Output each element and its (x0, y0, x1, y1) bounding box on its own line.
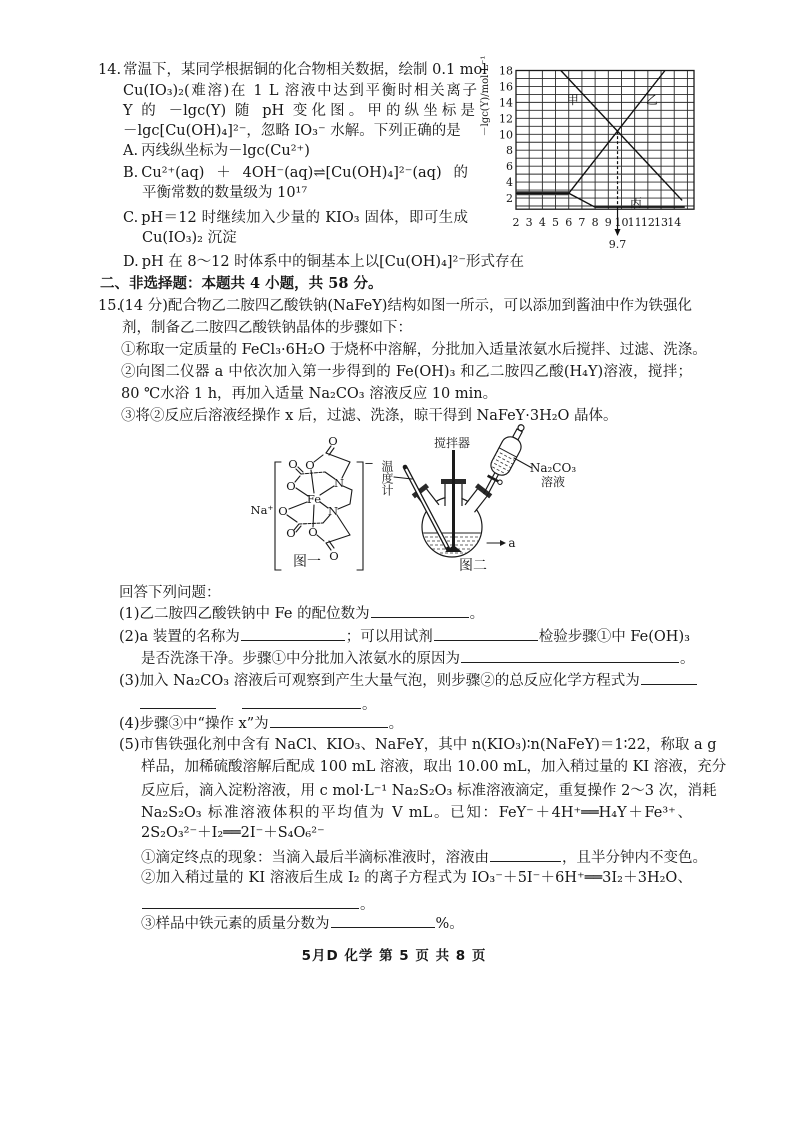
y-tick-label: 12 (499, 112, 513, 126)
bond (295, 476, 300, 482)
oxygen-atom: O (308, 525, 318, 539)
liquid-hatch (494, 454, 515, 465)
question-text: ；可以用试剂 (345, 629, 433, 645)
x-tick-label: 6 (565, 216, 573, 229)
liquid-hatch (495, 450, 516, 461)
option-text: 丙线纵坐标为－lgc(Cu²⁺) (141, 143, 310, 159)
sub-question-2-line-2 (141, 648, 695, 668)
option-label: D. (123, 254, 139, 270)
bond (320, 502, 328, 508)
q15-step: 80 ℃水浴 1 h，再加入适量 Na₂CO₃ 溶液反应 10 min。 (121, 386, 498, 402)
oxygen-atom: O (286, 526, 296, 540)
oxygen-atom: O (329, 549, 339, 563)
oxygen-atom: O (305, 458, 315, 472)
question-text: 检验步骤①中 Fe(OH)₃ (538, 629, 690, 645)
bond (299, 523, 323, 524)
x-tick-label: 10 (614, 216, 629, 229)
question-text: (2)a 装置的名称为 (119, 629, 240, 645)
option-text: Cu²⁺(aq)＋4OH⁻(aq)⇌[Cu(OH)₄]²⁻(aq)的 (141, 165, 468, 181)
x-tick-label: 14 (667, 216, 682, 229)
iron-atom: Fe (306, 492, 322, 506)
answer-blank (142, 894, 359, 909)
bond (289, 502, 307, 509)
sub-question-2-line-1 (119, 626, 690, 646)
complex-charge: − (364, 456, 374, 470)
question-text-end: %。 (435, 916, 464, 932)
sub-question-4 (119, 713, 403, 733)
right-bracket (357, 462, 363, 570)
question-text: ①滴定终点的现象：当滴入最后半滴标准液时，溶液由 (141, 850, 489, 866)
q14-option-c (123, 208, 468, 228)
nitrogen-atom: N (327, 504, 339, 518)
sub-question-3-line-2 (139, 694, 377, 714)
x-tick-label: 8 (591, 216, 599, 229)
answer-blank (434, 626, 538, 641)
x-axis-ticks (513, 216, 682, 229)
option-label: C. (123, 210, 139, 226)
x-tick-label: 9 (604, 216, 612, 229)
flask-right-neck (463, 483, 493, 514)
stirrer-label: 搅拌器 (433, 436, 471, 450)
sub-question-5-part-1 (141, 847, 707, 867)
question-text: (1)乙二胺四乙酸铁钠中 Fe 的配位数为 (119, 606, 370, 622)
y-tick-label: 14 (499, 96, 513, 110)
series-label: 甲 (566, 93, 579, 108)
sub-question-5-part-2-line-1: ②加入稍过量的 KI 溶液后生成 I₂ 的离子方程式为 IO₃⁻＋5I⁻＋6H⁺══3I₂＋3H₂O、 (141, 870, 692, 886)
oxygen-atom: O (288, 457, 298, 471)
answer-blank (242, 694, 361, 709)
series-line-1 (516, 71, 665, 194)
sub-question-5-line: 2S₂O₃²⁻＋I₂══2I⁻＋S₄O₆²⁻ (141, 825, 325, 841)
answer-blank (641, 670, 697, 685)
thermometer-label: 温度计 (380, 460, 394, 496)
sodium-cation-label: Na⁺ (250, 503, 274, 517)
series-line-2 (516, 193, 685, 207)
bond (326, 453, 350, 462)
x-tick-label: 11 (627, 216, 642, 229)
bond (301, 472, 325, 474)
chart-series (516, 71, 685, 211)
x-tick-label: 2 (512, 216, 520, 229)
nitrogen-atom: N (333, 476, 345, 490)
series-label: 乙 (645, 93, 658, 108)
q14-stem-line: 常温下，某同学根据铜的化合物相关数据，绘制 0.1 mol (123, 62, 487, 78)
y-tick-label: 2 (506, 192, 513, 206)
sub-question-5-part-3 (141, 913, 464, 933)
question-text-end: ，且半分钟内不变色。 (562, 850, 707, 866)
sub-question-5-part-2-line-2 (141, 894, 375, 914)
sub-question-5-line: 反应后，滴入淀粉溶液，用 c mol·L⁻¹ Na₂S₂O₃ 标准溶液滴定，重复操作 2～3 次，消耗 (141, 783, 717, 799)
bond (314, 455, 323, 462)
x-tick-label: 13 (654, 216, 669, 229)
y-tick-label: 16 (499, 80, 513, 94)
question-text: (3)加入 Na₂CO₃ 溶液后可观察到产生大量气泡，则步骤②的总反应化学方程式为 (119, 673, 640, 689)
reagent-solution-label: 溶液 (540, 475, 566, 489)
liquid-surface (497, 447, 518, 458)
sub-question-1 (119, 603, 484, 623)
bond (326, 535, 350, 543)
answer-blank (331, 913, 435, 928)
ph-lgc-chart (470, 56, 710, 251)
bond (317, 535, 324, 541)
chart-grid (516, 71, 694, 210)
reagent-formula-label: Na₂CO₃ (529, 461, 577, 475)
answer-prompt: 回答下列问题： (119, 585, 221, 601)
q15-step: ①称取一定质量的 FeCl₃·6H₂O 于烧杯中溶解，分批加入适量浓氨水后搅拌、过滤、洗涤。 (121, 342, 707, 358)
q14-option-b (123, 163, 468, 183)
bond (287, 515, 297, 522)
q14-option-b-continuation: 平衡常数的数量级为 10¹⁷ (142, 185, 308, 201)
vessel-pointer-arrowhead (500, 540, 506, 546)
question-text-end: 。 (469, 606, 485, 622)
question-text-end: 。 (360, 897, 375, 913)
sub-question-5-line: (5)市售铁强化剂中含有 NaCl、KIO₃、NaFeY，其中 n(KIO₃)∶n(NaFeY)＝1∶22，称取 a g (119, 737, 717, 753)
annotation-label: 9.7 (608, 238, 627, 251)
y-tick-label: 8 (506, 144, 513, 158)
answer-blank (140, 694, 216, 709)
sub-question-5-line: Na₂S₂O₃ 标准溶液体积的平均值为 V mL。已知：FeY⁻＋4H⁺══H₄Y＋Fe³⁺、 (141, 805, 692, 821)
q14-number: 14. (98, 62, 122, 78)
answer-blank (270, 713, 388, 728)
q14-stem-line: －lgc[Cu(OH)₄]²⁻，忽略 IO₃⁻ 水解。下列正确的是 (123, 123, 461, 139)
apparatus-diagram (378, 420, 578, 565)
option-text: pH 在 8～12 时体系中的铜基本上以[Cu(OH)₄]²⁻形式存在 (141, 254, 525, 270)
q15-intro-line: 剂，制备乙二胺四乙酸铁钠晶体的步骤如下： (122, 320, 412, 336)
y-axis-label: －lgc(Y)/mol·L⁻¹ (480, 55, 491, 137)
q15-intro-line: (14 分)配合物乙二胺四乙酸铁钠(NaFeY)结构如图一所示，可以添加到酱油中作为铁强化 (119, 298, 692, 314)
question-text-end: 。 (362, 697, 377, 713)
answer-blank (461, 648, 679, 663)
x-tick-label: 12 (640, 216, 655, 229)
option-label: B. (123, 165, 139, 181)
q15-step: ②向图二仪器 a 中依次加入第一步得到的 Fe(OH)₃ 和乙二胺四乙酸(H₄Y)溶液，搅拌； (121, 364, 692, 380)
figure2-caption: 图二 (459, 558, 487, 574)
y-tick-label: 10 (499, 128, 513, 142)
x-tick-label: 7 (578, 216, 586, 229)
page-footer: 5月D 化学 第 5 页 共 8 页 (301, 948, 487, 964)
answer-blank (490, 847, 561, 862)
question-text-end: 。 (388, 716, 404, 732)
q14-stem-line: Cu(IO₃)₂(难溶)在 1 L 溶液中达到平衡时相关离子 (123, 83, 477, 99)
liquid-hatch (492, 457, 513, 468)
q14-option-a (123, 141, 310, 161)
answer-blank (371, 603, 469, 618)
question-text: ③样品中铁元素的质量分数为 (141, 916, 330, 932)
option-text: pH＝12 时继续加入少量的 KIO₃ 固体，即可生成 (141, 210, 468, 226)
annotation-arrowhead (615, 229, 621, 236)
sub-question-5-line: 样品，加稀硫酸溶解后配成 100 mL 溶液，取出 10.00 mL，加入稍过量的 KI 溶液，充分 (141, 759, 727, 775)
q15-step: ③将②反应后溶液经操作 x 后，过滤、洗涤，晾干得到 NaFeY·3H₂O 晶体。 (121, 408, 618, 424)
question-text: 是否洗涤干净。步骤①中分批加入浓氨水的原因为 (141, 651, 460, 667)
figure1-caption: 图一 (293, 554, 321, 570)
oxygen-atom: O (286, 479, 296, 493)
x-tick-label: 4 (538, 216, 546, 229)
q15-number: 15. (98, 298, 122, 314)
question-text: (4)步骤③中“操作 x”为 (119, 716, 269, 732)
section-heading: 二、非选择题：本题共 4 小题，共 58 分。 (100, 275, 383, 292)
q14-option-d (123, 252, 524, 272)
bond (320, 486, 334, 495)
option-label: A. (123, 143, 139, 159)
question-text-end: 。 (680, 651, 695, 667)
sub-question-3-line-1 (119, 670, 698, 690)
vessel-label: a (508, 536, 516, 550)
q14-stem-line: Y 的 －lgc(Y) 随 pH 变化图。甲的纵坐标是 (123, 103, 475, 119)
bond (337, 515, 350, 535)
y-tick-label: 6 (506, 160, 513, 174)
answer-blank (241, 626, 345, 641)
y-tick-label: 4 (506, 176, 513, 190)
annotation (609, 131, 627, 251)
x-tick-label: 3 (525, 216, 533, 229)
x-tick-label: 5 (552, 216, 560, 229)
series-label: 丙 (629, 196, 642, 211)
oxygen-atom: O (278, 504, 288, 518)
q14-option-c-continuation: Cu(IO₃)₂ 沉淀 (142, 230, 237, 246)
y-axis-ticks (499, 65, 513, 206)
thermometer-bore (406, 469, 447, 547)
funnel-stopper-knob (517, 424, 525, 432)
oxygen-atom: O (328, 434, 338, 448)
y-tick-label: 18 (499, 64, 513, 78)
